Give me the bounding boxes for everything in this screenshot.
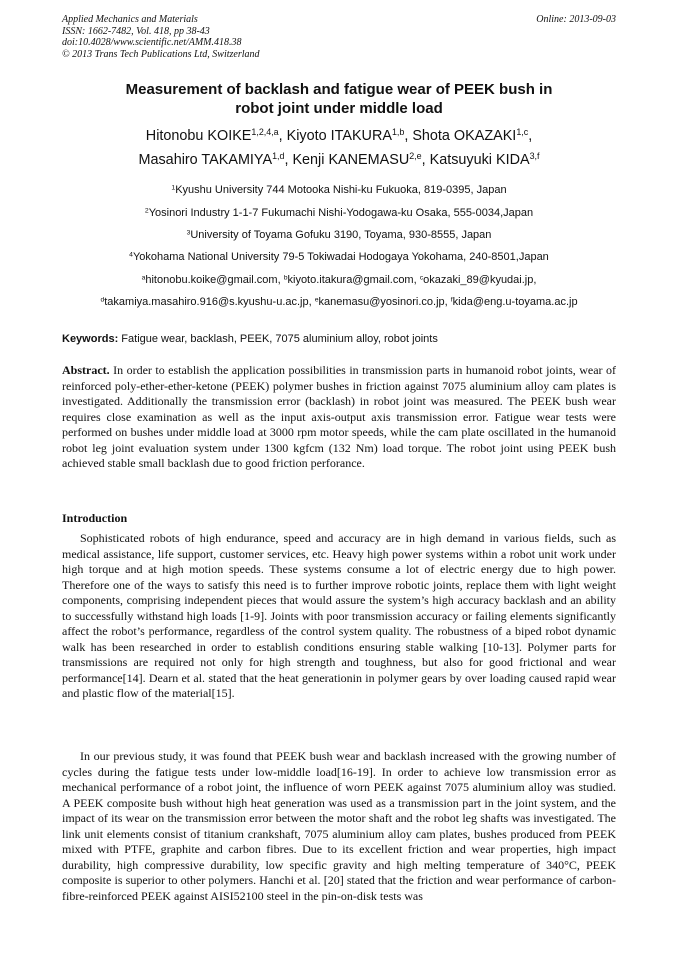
affiliation-number: 1 [171, 184, 176, 192]
author-affil-mark: 3,f [529, 151, 540, 162]
email-mark: b [283, 274, 288, 282]
doi-line[interactable]: doi:10.4028/www.scientific.net/AMM.418.38 [62, 37, 242, 48]
email-address[interactable]: kiyoto.itakura@gmail.com, [287, 274, 420, 286]
affiliation-number: 2 [144, 207, 149, 215]
author-name: Kiyoto ITAKURA [286, 128, 392, 144]
affiliation-text: University of Toyama Gofuku 3190, Toyama, 930-8555, Japan [190, 229, 492, 241]
affiliation-1 [52, 183, 626, 197]
affiliation-text: Yosinori Industry 1-1-7 Fukumachi Nishi-Yodogawa-ku Osaka, 555-0034,Japan [148, 207, 534, 219]
author-name: Shota OKAZAKI [412, 128, 517, 144]
email-address[interactable]: kanemasu@yosinori.co.jp, [318, 296, 451, 308]
author-separator: , [528, 128, 533, 144]
title-line-2: robot joint under middle load [235, 100, 443, 117]
abstract [62, 363, 616, 472]
paper-title [62, 80, 616, 118]
author-name: Hitonobu KOIKE [145, 128, 252, 144]
journal-header [62, 14, 616, 60]
author-affil-mark: 1,2,4,a [251, 127, 279, 138]
keywords [62, 332, 616, 346]
copyright-line: © 2013 Trans Tech Publications Ltd, Switzerland [62, 48, 260, 60]
author-name: Kenji KANEMASU [292, 152, 410, 168]
author-separator: , [278, 128, 287, 144]
intro-paragraph-1: Sophisticated robots of high endurance, speed and accuracy are in high demand in various fields, such as medical assistance, life support, customer services, etc. Heavy high power systems within a robot unit work under high torque and at high motion speeds. These systems consume a lot of electric energy due to high power. Therefore one of the ways to satisfy this need is to further improve robotic joints, replace them with light weight components, comprising independent pieces that would assure the system’s high accuracy backlash and an ability to successfully withstand high loads [1-9]. Joints with poor transmission accuracy or failing elements significantly affect the robot’s performance, regardless of the control system quality. The robustness of a biped robot dynamic walk has been researched in order to establish conditions ensuring stable walking [10-13]. Polymer parts for transmissions are required not only for high strength and toughness, but also for good frictional and wear performance[14]. Dearn et al. stated that the heat generationin in polymer gears by over loading caused rapid wear and plastic flow of the material[15]. [62, 531, 616, 700]
email-address[interactable]: kida@eng.u-toyama.ac.jp [452, 296, 578, 308]
journal-name: Applied Mechanics and Materials [62, 14, 198, 25]
author-affil-mark: 1,b [391, 127, 405, 138]
affiliation-3 [52, 228, 626, 242]
title-line-1: Measurement of backlash and fatigue wear of PEEK bush in [125, 81, 553, 98]
author-affil-mark: 1,d [272, 151, 285, 162]
email-line-2 [52, 295, 626, 309]
email-mark: f [450, 296, 453, 304]
email-mark: c [419, 274, 424, 282]
email-line-1 [52, 273, 626, 287]
email-mark: d [100, 296, 105, 304]
author-line-1 [62, 124, 616, 148]
issn-line: ISSN: 1662-7482, Vol. 418, pp 38-43 [62, 25, 210, 37]
affiliation-4 [52, 250, 626, 264]
author-name: Katsuyuki KIDA [429, 152, 530, 168]
email-mark: e [314, 296, 319, 304]
author-list [62, 124, 616, 172]
author-affil-mark: 1,c [516, 127, 529, 138]
abstract-label: Abstract. [62, 363, 110, 377]
author-line-2 [62, 148, 616, 172]
intro-paragraph-2: In our previous study, it was found that PEEK bush wear and backlash increased with the growing number of cycles during the fatigue tests under low-middle load[16-19]. In order to achieve low transmission error as mechanical performance of a robot joint, the influence of worn PEEK against 7075 aluminium alloy was studied. A PEEK composite bush without high heat generation was used as a transmission part in the joint system, and the impact of its wear on the transmission error between the motor shaft and the robot leg shafts was investigated. The link unit elements consist of titanium crankshaft, 7075 aluminium alloy cam plates, bushes produced from PEEK mixed with PTFE, graphite and carbon fibres. Due to its excellent friction and wear properties, high impact durability, high compressive durability, low specific gravity and high melting temperature of 340°C, PEEK composite is superior to other polymers. Hanchi et al. [20] stated that the friction and wear performance of carbon-fibre-reinforced PEEK against AISI52100 steel in the pin-on-disk tests was [62, 749, 616, 903]
abstract-text: In order to establish the application possibilities in transmission parts in humanoid robot joints, wear of reinforced poly-ether-ether-ketone (PEEK) polymer bushes in friction against 7075 aluminium alloy cam plates is investigated. Additionally the transmission error (backlash) in robot joint was measured. The PEEK bush wear requires close examination as well as the input axis-output axis transmission error. Fatigue wear tests were performed on bushes under middle load at 3000 rpm motor speeds, while the cam plate oscillated in the humanoid robot leg joint evaluation system under 1300 kgfcm (132 Nm) load torque. The robot joint using PEEK bush achieved stable small backlash due to good friction perforance. [62, 363, 616, 470]
affiliation-text: Kyushu University 744 Motooka Nishi-ku Fukuoka, 819-0395, Japan [175, 184, 507, 196]
section-heading-introduction: Introduction [62, 511, 128, 525]
keywords-label: Keywords: [62, 333, 119, 345]
email-address[interactable]: hitonobu.koike@gmail.com, [145, 274, 284, 286]
author-affil-mark: 2,e [409, 151, 422, 162]
author-separator: , [421, 152, 430, 168]
author-separator: , [404, 128, 413, 144]
online-date: Online: 2013-09-03 [536, 14, 616, 25]
email-address[interactable]: okazaki_89@kyudai.jp, [423, 274, 537, 286]
email-mark: a [141, 274, 146, 282]
affiliation-number: 4 [129, 251, 133, 259]
author-separator: , [284, 152, 293, 168]
affiliation-number: 3 [186, 229, 191, 237]
email-address[interactable]: takamiya.masahiro.916@s.kyushu-u.ac.jp, [104, 296, 315, 308]
author-name: Masahiro TAKAMIYA [138, 152, 273, 168]
affiliation-text: Yokohama National University 79-5 Tokiwadai Hodogaya Yokohama, 240-8501,Japan [132, 251, 549, 263]
affiliation-2 [52, 206, 626, 220]
keywords-text: Fatigue wear, backlash, PEEK, 7075 aluminium alloy, robot joints [118, 333, 438, 345]
